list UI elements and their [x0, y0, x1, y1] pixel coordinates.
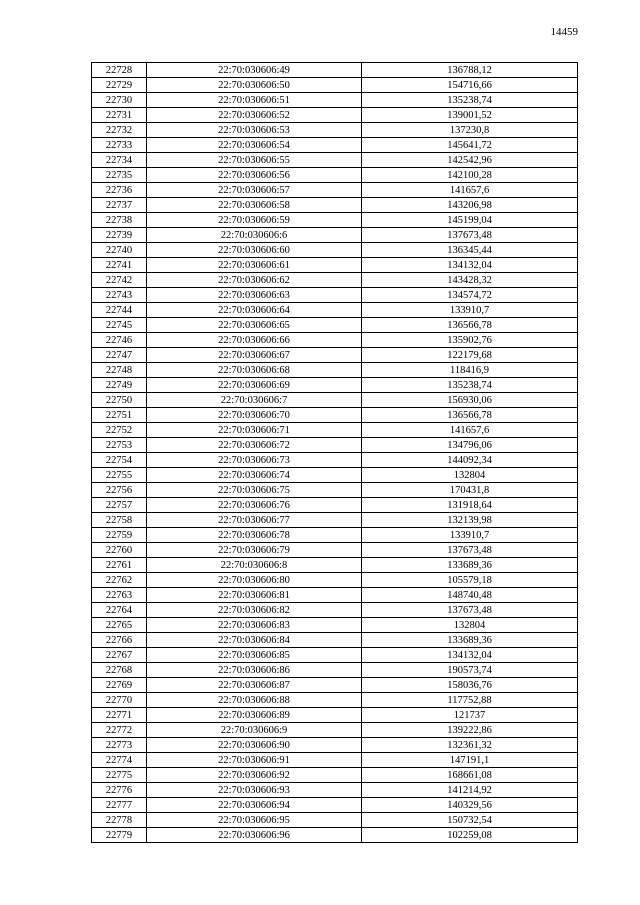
cadastral-number-cell: 22:70:030606:89: [147, 708, 362, 723]
value-cell: 132804: [362, 618, 578, 633]
table-row: [92, 678, 578, 693]
value-cell: 135902,76: [362, 333, 578, 348]
value-cell: 136566,78: [362, 408, 578, 423]
table-row: [92, 183, 578, 198]
row-number-cell: 22763: [92, 588, 147, 603]
row-number-cell: 22778: [92, 813, 147, 828]
value-cell: 102259,08: [362, 828, 578, 843]
registry-table-body: [92, 63, 578, 843]
cadastral-number-cell: 22:70:030606:82: [147, 603, 362, 618]
value-cell: 131918,64: [362, 498, 578, 513]
row-number-cell: 22737: [92, 198, 147, 213]
cadastral-number-cell: 22:70:030606:75: [147, 483, 362, 498]
cadastral-number-cell: 22:70:030606:49: [147, 63, 362, 78]
row-number-cell: 22767: [92, 648, 147, 663]
table-row: [92, 468, 578, 483]
table-row: [92, 318, 578, 333]
table-row: [92, 708, 578, 723]
table-row: [92, 408, 578, 423]
row-number-cell: 22743: [92, 288, 147, 303]
value-cell: 118416,9: [362, 363, 578, 378]
cadastral-number-cell: 22:70:030606:54: [147, 138, 362, 153]
cadastral-number-cell: 22:70:030606:9: [147, 723, 362, 738]
cadastral-number-cell: 22:70:030606:78: [147, 528, 362, 543]
value-cell: 142100,28: [362, 168, 578, 183]
cadastral-number-cell: 22:70:030606:71: [147, 423, 362, 438]
table-row: [92, 93, 578, 108]
row-number-cell: 22736: [92, 183, 147, 198]
row-number-cell: 22779: [92, 828, 147, 843]
value-cell: 145199,04: [362, 213, 578, 228]
row-number-cell: 22768: [92, 663, 147, 678]
cadastral-number-cell: 22:70:030606:52: [147, 108, 362, 123]
table-row: [92, 558, 578, 573]
cadastral-number-cell: 22:70:030606:95: [147, 813, 362, 828]
row-number-cell: 22765: [92, 618, 147, 633]
value-cell: 137673,48: [362, 228, 578, 243]
row-number-cell: 22747: [92, 348, 147, 363]
row-number-cell: 22766: [92, 633, 147, 648]
value-cell: 141657,6: [362, 423, 578, 438]
row-number-cell: 22748: [92, 363, 147, 378]
value-cell: 143206,98: [362, 198, 578, 213]
row-number-cell: 22746: [92, 333, 147, 348]
cadastral-number-cell: 22:70:030606:93: [147, 783, 362, 798]
value-cell: 168661,08: [362, 768, 578, 783]
table-row: [92, 498, 578, 513]
row-number-cell: 22758: [92, 513, 147, 528]
row-number-cell: 22755: [92, 468, 147, 483]
value-cell: 145641,72: [362, 138, 578, 153]
row-number-cell: 22772: [92, 723, 147, 738]
row-number-cell: 22751: [92, 408, 147, 423]
value-cell: 148740,48: [362, 588, 578, 603]
table-row: [92, 693, 578, 708]
value-cell: 190573,74: [362, 663, 578, 678]
row-number-cell: 22775: [92, 768, 147, 783]
value-cell: 140329,56: [362, 798, 578, 813]
value-cell: 132139,98: [362, 513, 578, 528]
table-row: [92, 798, 578, 813]
row-number-cell: 22738: [92, 213, 147, 228]
table-row: [92, 768, 578, 783]
value-cell: 137230,8: [362, 123, 578, 138]
table-row: [92, 348, 578, 363]
row-number-cell: 22760: [92, 543, 147, 558]
value-cell: 150732,54: [362, 813, 578, 828]
table-row: [92, 618, 578, 633]
table-row: [92, 588, 578, 603]
value-cell: 134574,72: [362, 288, 578, 303]
value-cell: 147191,1: [362, 753, 578, 768]
value-cell: 156930,06: [362, 393, 578, 408]
value-cell: 133689,36: [362, 633, 578, 648]
registry-table: [91, 62, 578, 843]
row-number-cell: 22757: [92, 498, 147, 513]
table-row: [92, 243, 578, 258]
cadastral-number-cell: 22:70:030606:85: [147, 648, 362, 663]
table-row: [92, 273, 578, 288]
cadastral-number-cell: 22:70:030606:76: [147, 498, 362, 513]
row-number-cell: 22774: [92, 753, 147, 768]
row-number-cell: 22740: [92, 243, 147, 258]
cadastral-number-cell: 22:70:030606:72: [147, 438, 362, 453]
value-cell: 144092,34: [362, 453, 578, 468]
cadastral-number-cell: 22:70:030606:66: [147, 333, 362, 348]
table-row: [92, 453, 578, 468]
row-number-cell: 22731: [92, 108, 147, 123]
cadastral-number-cell: 22:70:030606:90: [147, 738, 362, 753]
row-number-cell: 22769: [92, 678, 147, 693]
table-row: [92, 813, 578, 828]
table-row: [92, 363, 578, 378]
row-number-cell: 22729: [92, 78, 147, 93]
value-cell: 133689,36: [362, 558, 578, 573]
cadastral-number-cell: 22:70:030606:64: [147, 303, 362, 318]
table-row: [92, 393, 578, 408]
value-cell: 154716,66: [362, 78, 578, 93]
row-number-cell: 22762: [92, 573, 147, 588]
cadastral-number-cell: 22:70:030606:63: [147, 288, 362, 303]
table-row: [92, 423, 578, 438]
cadastral-number-cell: 22:70:030606:51: [147, 93, 362, 108]
table-row: [92, 663, 578, 678]
row-number-cell: 22742: [92, 273, 147, 288]
value-cell: 136345,44: [362, 243, 578, 258]
cadastral-number-cell: 22:70:030606:88: [147, 693, 362, 708]
cadastral-number-cell: 22:70:030606:77: [147, 513, 362, 528]
cadastral-number-cell: 22:70:030606:80: [147, 573, 362, 588]
cadastral-number-cell: 22:70:030606:7: [147, 393, 362, 408]
row-number-cell: 22744: [92, 303, 147, 318]
page-number: 14459: [550, 26, 578, 38]
cadastral-number-cell: 22:70:030606:62: [147, 273, 362, 288]
row-number-cell: 22770: [92, 693, 147, 708]
cadastral-number-cell: 22:70:030606:53: [147, 123, 362, 138]
cadastral-number-cell: 22:70:030606:86: [147, 663, 362, 678]
cadastral-number-cell: 22:70:030606:83: [147, 618, 362, 633]
cadastral-number-cell: 22:70:030606:69: [147, 378, 362, 393]
table-row: [92, 603, 578, 618]
cadastral-number-cell: 22:70:030606:74: [147, 468, 362, 483]
cadastral-number-cell: 22:70:030606:73: [147, 453, 362, 468]
row-number-cell: 22761: [92, 558, 147, 573]
row-number-cell: 22753: [92, 438, 147, 453]
value-cell: 141657,6: [362, 183, 578, 198]
table-row: [92, 543, 578, 558]
value-cell: 170431,8: [362, 483, 578, 498]
value-cell: 121737: [362, 708, 578, 723]
cadastral-number-cell: 22:70:030606:94: [147, 798, 362, 813]
row-number-cell: 22777: [92, 798, 147, 813]
cadastral-number-cell: 22:70:030606:59: [147, 213, 362, 228]
table-row: [92, 378, 578, 393]
table-row: [92, 633, 578, 648]
value-cell: 135238,74: [362, 378, 578, 393]
value-cell: 117752,88: [362, 693, 578, 708]
table-row: [92, 213, 578, 228]
value-cell: 105579,18: [362, 573, 578, 588]
row-number-cell: 22764: [92, 603, 147, 618]
table-row: [92, 123, 578, 138]
table-row: [92, 753, 578, 768]
table-row: [92, 168, 578, 183]
table-row: [92, 303, 578, 318]
value-cell: 139222,86: [362, 723, 578, 738]
row-number-cell: 22732: [92, 123, 147, 138]
row-number-cell: 22776: [92, 783, 147, 798]
table-row: [92, 288, 578, 303]
value-cell: 137673,48: [362, 603, 578, 618]
value-cell: 132804: [362, 468, 578, 483]
row-number-cell: 22728: [92, 63, 147, 78]
value-cell: 136566,78: [362, 318, 578, 333]
value-cell: 133910,7: [362, 303, 578, 318]
value-cell: 134796,06: [362, 438, 578, 453]
row-number-cell: 22734: [92, 153, 147, 168]
cadastral-number-cell: 22:70:030606:84: [147, 633, 362, 648]
cadastral-number-cell: 22:70:030606:68: [147, 363, 362, 378]
table-row: [92, 258, 578, 273]
value-cell: 141214,92: [362, 783, 578, 798]
row-number-cell: 22739: [92, 228, 147, 243]
cadastral-number-cell: 22:70:030606:56: [147, 168, 362, 183]
cadastral-number-cell: 22:70:030606:58: [147, 198, 362, 213]
value-cell: 143428,32: [362, 273, 578, 288]
row-number-cell: 22756: [92, 483, 147, 498]
cadastral-number-cell: 22:70:030606:87: [147, 678, 362, 693]
table-row: [92, 78, 578, 93]
cadastral-number-cell: 22:70:030606:96: [147, 828, 362, 843]
table-row: [92, 723, 578, 738]
cadastral-number-cell: 22:70:030606:81: [147, 588, 362, 603]
cadastral-number-cell: 22:70:030606:50: [147, 78, 362, 93]
row-number-cell: 22750: [92, 393, 147, 408]
row-number-cell: 22745: [92, 318, 147, 333]
value-cell: 137673,48: [362, 543, 578, 558]
table-row: [92, 648, 578, 663]
row-number-cell: 22771: [92, 708, 147, 723]
cadastral-number-cell: 22:70:030606:91: [147, 753, 362, 768]
cadastral-number-cell: 22:70:030606:92: [147, 768, 362, 783]
value-cell: 136788,12: [362, 63, 578, 78]
cadastral-number-cell: 22:70:030606:55: [147, 153, 362, 168]
cadastral-number-cell: 22:70:030606:79: [147, 543, 362, 558]
value-cell: 142542,96: [362, 153, 578, 168]
table-row: [92, 108, 578, 123]
row-number-cell: 22733: [92, 138, 147, 153]
value-cell: 134132,04: [362, 648, 578, 663]
row-number-cell: 22735: [92, 168, 147, 183]
cadastral-number-cell: 22:70:030606:8: [147, 558, 362, 573]
row-number-cell: 22754: [92, 453, 147, 468]
cadastral-number-cell: 22:70:030606:65: [147, 318, 362, 333]
value-cell: 134132,04: [362, 258, 578, 273]
row-number-cell: 22730: [92, 93, 147, 108]
cadastral-number-cell: 22:70:030606:57: [147, 183, 362, 198]
row-number-cell: 22749: [92, 378, 147, 393]
table-row: [92, 573, 578, 588]
row-number-cell: 22752: [92, 423, 147, 438]
table-row: [92, 153, 578, 168]
cadastral-number-cell: 22:70:030606:60: [147, 243, 362, 258]
table-row: [92, 438, 578, 453]
table-row: [92, 483, 578, 498]
table-row: [92, 513, 578, 528]
row-number-cell: 22741: [92, 258, 147, 273]
row-number-cell: 22773: [92, 738, 147, 753]
value-cell: 158036,76: [362, 678, 578, 693]
table-row: [92, 138, 578, 153]
table-row: [92, 333, 578, 348]
value-cell: 139001,52: [362, 108, 578, 123]
value-cell: 133910,7: [362, 528, 578, 543]
value-cell: 122179,68: [362, 348, 578, 363]
table-row: [92, 738, 578, 753]
cadastral-number-cell: 22:70:030606:61: [147, 258, 362, 273]
table-row: [92, 63, 578, 78]
table-row: [92, 528, 578, 543]
row-number-cell: 22759: [92, 528, 147, 543]
cadastral-number-cell: 22:70:030606:6: [147, 228, 362, 243]
table-row: [92, 228, 578, 243]
table-row: [92, 828, 578, 843]
cadastral-number-cell: 22:70:030606:70: [147, 408, 362, 423]
value-cell: 132361,32: [362, 738, 578, 753]
table-row: [92, 783, 578, 798]
value-cell: 135238,74: [362, 93, 578, 108]
cadastral-number-cell: 22:70:030606:67: [147, 348, 362, 363]
table-row: [92, 198, 578, 213]
